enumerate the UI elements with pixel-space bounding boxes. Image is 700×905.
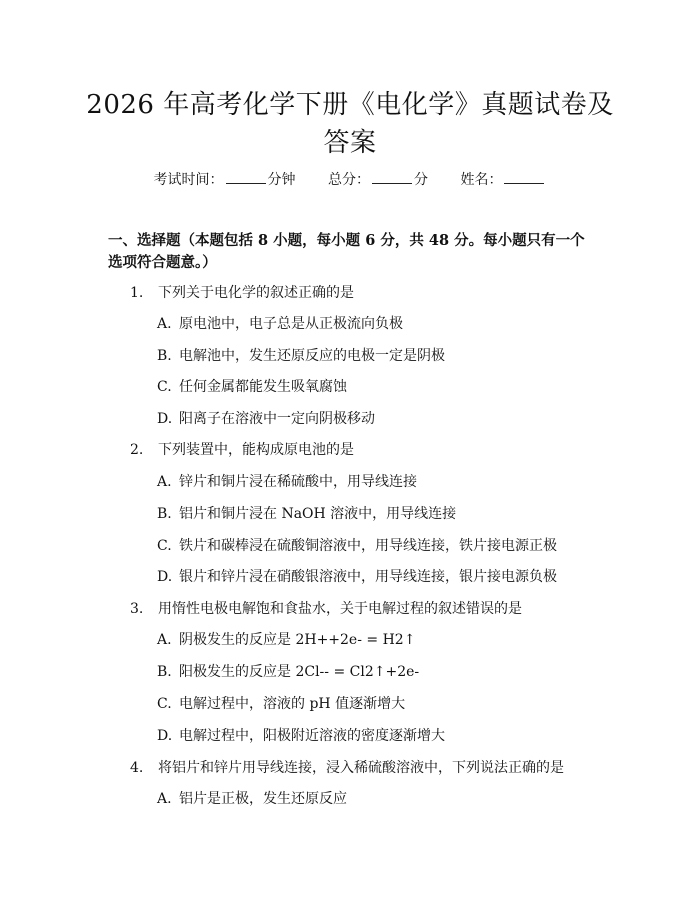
option-text: 原电池中，电子总是从正极流向负极: [179, 316, 403, 332]
question-number: 3.: [130, 601, 144, 617]
question-1-option-d[interactable]: [157, 409, 375, 429]
name-label: 姓名：: [460, 172, 503, 188]
option-letter: B.: [157, 348, 172, 364]
exam-time-unit: 分钟: [267, 172, 296, 188]
option-letter: A.: [157, 791, 172, 807]
question-text: 下列关于电化学的叙述正确的是: [158, 285, 354, 301]
question-2-option-b[interactable]: [157, 504, 456, 524]
exam-time-field: [154, 169, 296, 190]
option-letter: B.: [157, 664, 172, 680]
question-1-option-c[interactable]: [157, 377, 347, 397]
question-number: 2.: [130, 442, 144, 458]
option-text: 电解过程中，溶液的 pH 值逐渐增大: [179, 696, 406, 712]
exam-time-label: 考试时间：: [153, 172, 224, 188]
option-text: 铁片和碳棒浸在硫酸铜溶液中，用导线连接，铁片接电源正极: [179, 538, 557, 554]
option-letter: A.: [157, 632, 172, 648]
option-letter: A.: [157, 474, 172, 490]
name-blank[interactable]: [504, 169, 544, 184]
question-3-option-a[interactable]: [157, 630, 415, 650]
question-2: [130, 440, 354, 460]
option-text: 锌片和铜片浸在稀硫酸中，用导线连接: [179, 474, 417, 490]
question-4-option-a[interactable]: [157, 789, 347, 809]
total-score-blank[interactable]: [372, 169, 412, 184]
option-text: 电解过程中，阳极附近溶液的密度逐渐增大: [179, 728, 445, 744]
section-heading: 一、选择题（本题包括 8 小题，每小题 6 分，共 48 分。每小题只有一个选项符合题意。）: [108, 232, 585, 271]
question-4: [130, 758, 564, 778]
question-2-option-d[interactable]: [157, 567, 557, 587]
name-field: [460, 169, 546, 190]
exam-title-line-2: 答案: [323, 128, 377, 158]
question-number: 4.: [130, 760, 144, 776]
total-score-label: 总分：: [328, 172, 370, 188]
option-text: 铝片是正极，发生还原反应: [179, 791, 347, 807]
exam-title: [60, 86, 640, 162]
question-2-option-c[interactable]: [157, 536, 557, 556]
option-text: 阳离子在溶液中一定向阴极移动: [179, 411, 375, 427]
option-letter: C.: [157, 379, 172, 395]
option-text: 电解池中，发生还原反应的电极一定是阴极: [179, 348, 445, 364]
option-text: 银片和锌片浸在硝酸银溶液中，用导线连接，银片接电源负极: [179, 569, 557, 585]
option-letter: B.: [157, 506, 172, 522]
question-3-option-d[interactable]: [157, 726, 445, 746]
option-letter: D.: [157, 569, 173, 585]
question-1-option-a[interactable]: [157, 314, 403, 334]
question-2-option-a[interactable]: [157, 472, 417, 492]
total-score-field: [328, 169, 428, 190]
option-letter: C.: [157, 696, 172, 712]
option-letter: C.: [157, 538, 172, 554]
question-text: 将铝片和锌片用导线连接，浸入稀硫酸溶液中，下列说法正确的是: [158, 760, 564, 776]
question-3: [130, 599, 522, 619]
option-letter: D.: [157, 728, 173, 744]
question-3-option-c[interactable]: [157, 694, 405, 714]
question-text: 下列装置中，能构成原电池的是: [158, 442, 354, 458]
option-letter: D.: [157, 411, 173, 427]
exam-meta-line: [0, 169, 700, 190]
total-score-unit: 分: [414, 172, 428, 188]
question-number: 1.: [130, 285, 144, 301]
exam-title-line-1: 2026 年高考化学下册《电化学》真题试卷及: [86, 90, 614, 120]
question-1: [130, 283, 354, 303]
question-1-option-b[interactable]: [157, 346, 445, 366]
option-text: 任何金属都能发生吸氧腐蚀: [179, 379, 347, 395]
option-text: 阳极发生的反应是 2Cl-- = Cl2↑+2e-: [179, 664, 420, 680]
question-text: 用惰性电极电解饱和食盐水，关于电解过程的叙述错误的是: [158, 601, 522, 617]
option-letter: A.: [157, 316, 172, 332]
question-3-option-b[interactable]: [157, 662, 419, 682]
exam-time-blank[interactable]: [226, 169, 266, 184]
option-text: 阴极发生的反应是 2H++2e- = H2↑: [179, 632, 416, 648]
option-text: 铝片和铜片浸在 NaOH 溶液中，用导线连接: [179, 506, 457, 522]
